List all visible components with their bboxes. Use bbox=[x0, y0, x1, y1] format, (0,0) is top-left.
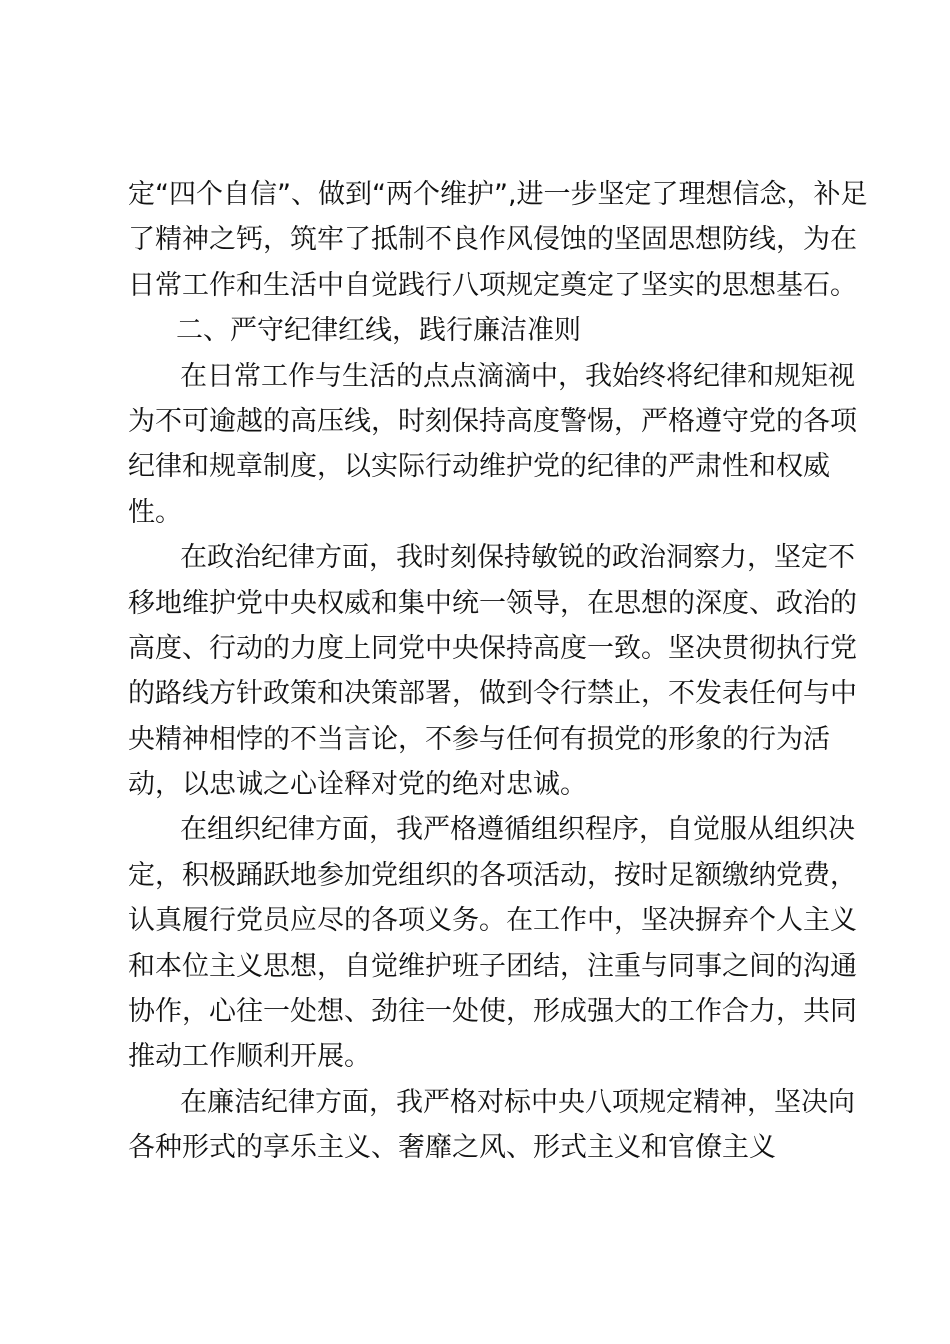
text-line: 动，以忠诚之心诠释对党的绝对忠诚。 bbox=[128, 769, 587, 801]
text-line: 纪律和规章制度，以实际行动维护党的纪律的严肃性和权威 bbox=[128, 451, 830, 483]
text-line: 推动工作顺利开展。 bbox=[128, 1041, 371, 1073]
text-line: 定，积极踊跃地参加党组织的各项活动，按时足额缴纳党费， bbox=[128, 859, 857, 891]
paragraph-integrity-discipline bbox=[128, 1080, 855, 1171]
text-line: 定“四个自信”、做到“两个维护”,进一步坚定了理想信念，补足 bbox=[128, 179, 868, 210]
text-line: 日常工作和生活中自觉践行八项规定奠定了坚实的思想基石。 bbox=[128, 269, 857, 301]
text-line: 在日常工作与生活的点点滴滴中，我始终将纪律和规矩视 bbox=[180, 360, 855, 392]
text-line: 移地维护党中央权威和集中统一领导，在思想的深度、政治的 bbox=[128, 587, 857, 619]
paragraph-political-discipline bbox=[128, 535, 857, 807]
paragraph-discipline-intro bbox=[128, 354, 857, 536]
paragraph-ideology-summary bbox=[128, 172, 868, 308]
text-line: 在廉洁纪律方面，我严格对标中央八项规定精神，坚决向 bbox=[180, 1086, 855, 1118]
text-line: 为不可逾越的高压线，时刻保持高度警惕，严格遵守党的各项 bbox=[128, 405, 857, 437]
text-line: 在政治纪律方面，我时刻保持敏锐的政治洞察力，坚定不 bbox=[180, 542, 855, 574]
paragraph-organizational-discipline bbox=[128, 807, 857, 1079]
document-body bbox=[128, 172, 868, 1171]
section-heading-text: 二、严守纪律红线，践行廉洁准则 bbox=[176, 315, 581, 347]
text-line: 在组织纪律方面，我严格遵循组织程序，自觉服从组织决 bbox=[180, 814, 855, 846]
section-heading bbox=[128, 308, 828, 353]
text-line: 认真履行党员应尽的各项义务。在工作中，坚决摒弃个人主义 bbox=[128, 905, 857, 937]
text-line: 性。 bbox=[128, 496, 182, 528]
text-line: 央精神相悖的不当言论，不参与任何有损党的形象的行为活 bbox=[128, 723, 830, 755]
text-line: 和本位主义思想，自觉维护班子团结，注重与同事之间的沟通 bbox=[128, 950, 857, 982]
text-line: 高度、行动的力度上同党中央保持高度一致。坚决贯彻执行党 bbox=[128, 632, 857, 664]
text-line: 的路线方针政策和决策部署，做到令行禁止，不发表任何与中 bbox=[128, 678, 857, 710]
text-line: 了精神之钙，筑牢了抵制不良作风侵蚀的坚固思想防线，为在 bbox=[128, 224, 857, 256]
text-line: 协作，心往一处想、劲往一处使，形成强大的工作合力，共同 bbox=[128, 996, 857, 1028]
text-line: 各种形式的享乐主义、奢靡之风、形式主义和官僚主义 bbox=[128, 1132, 776, 1164]
